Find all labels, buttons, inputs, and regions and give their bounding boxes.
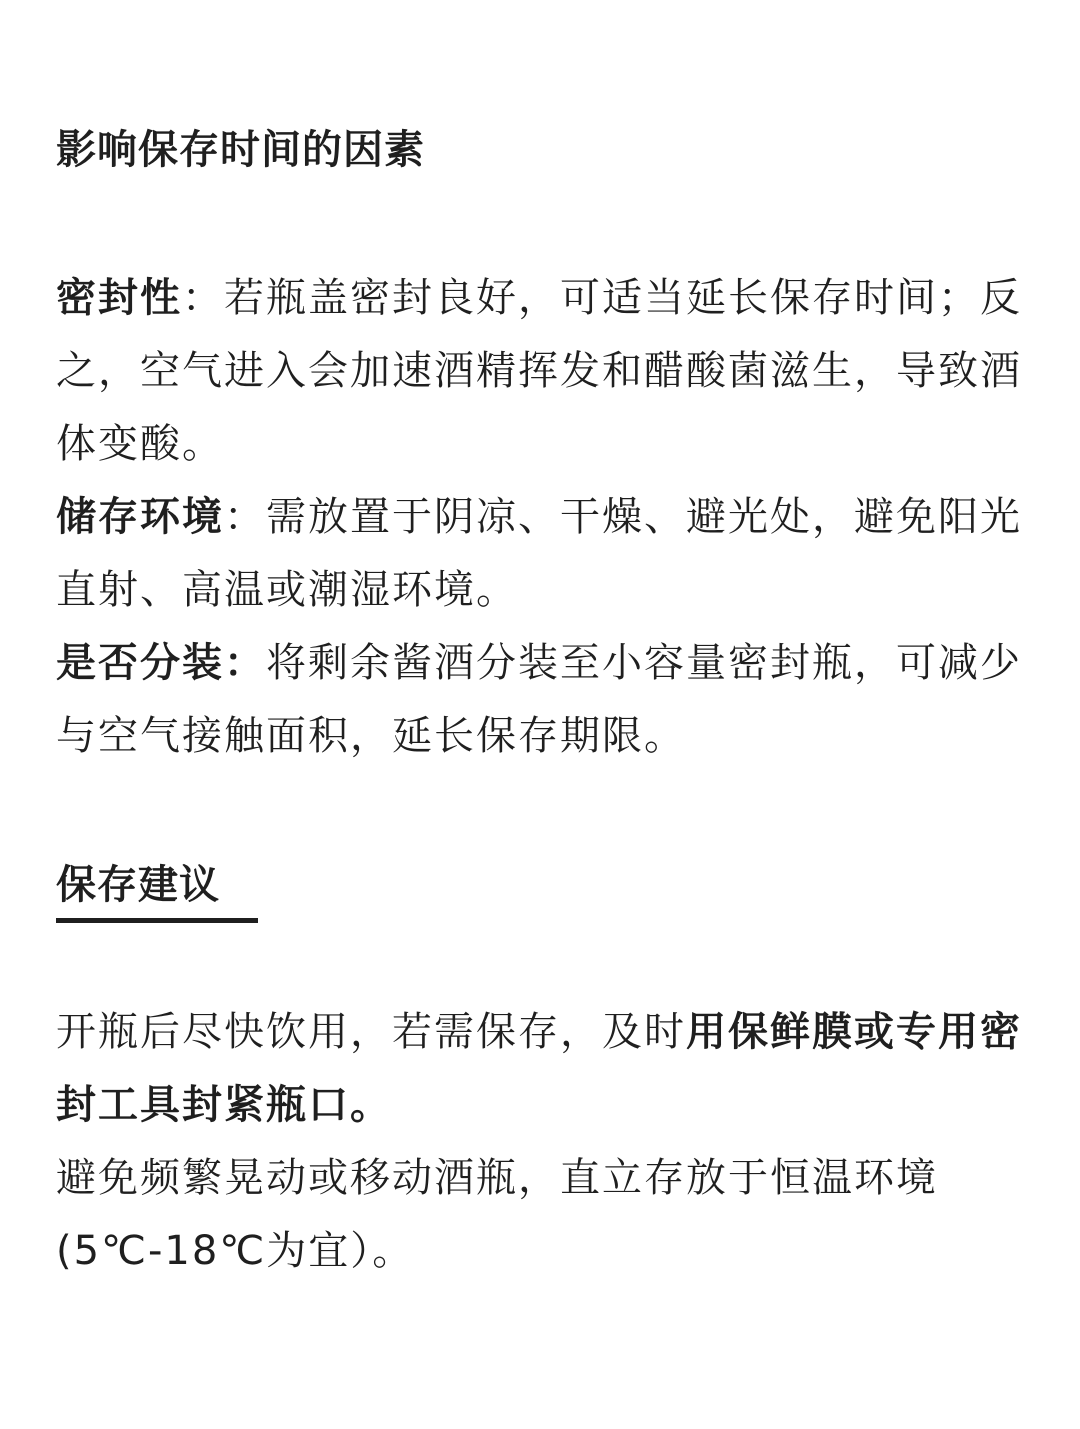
factor-text: 若瓶盖密封良好，可适当延长保存时间；反之，空气进入会加速酒精挥发和醋酸菌滋生，导致酒体变酸。 — [56, 275, 1022, 467]
suggestion-text: 开瓶后尽快饮用，若需保存，及时 — [56, 1009, 686, 1055]
suggestion-paragraph: 避免频繁晃动或移动酒瓶，直立存放于恒温环境(5℃-18℃为宜）。 — [56, 1155, 938, 1274]
suggestions-list — [56, 996, 1026, 1288]
factor-item-sealing — [56, 262, 1026, 481]
suggestion-paragraph — [56, 996, 1026, 1142]
factors-list — [56, 262, 1026, 773]
factor-separator: ： — [224, 494, 266, 540]
suggestion-highlight: 用保鲜膜或专用密封工具封紧瓶口。 — [56, 1009, 1022, 1128]
factor-label: 是否分装： — [56, 640, 266, 686]
factor-label: 储存环境 — [56, 494, 224, 540]
factor-label: 密封性 — [56, 275, 182, 321]
factor-item-repackaging — [56, 627, 1026, 773]
factor-item-storage-environment — [56, 481, 1026, 627]
factor-text: 将剩余酱酒分装至小容量密封瓶，可减少与空气接触面积，延长保存期限。 — [56, 640, 1022, 759]
factor-separator: ： — [182, 275, 224, 321]
section-title-underline — [56, 852, 258, 923]
factor-text: 需放置于阴凉、干燥、避光处，避免阳光直射、高温或潮湿环境。 — [56, 494, 1022, 613]
section-title-suggestions: 保存建议 — [56, 862, 220, 908]
section-title-factors: 影响保存时间的因素 — [56, 127, 425, 173]
